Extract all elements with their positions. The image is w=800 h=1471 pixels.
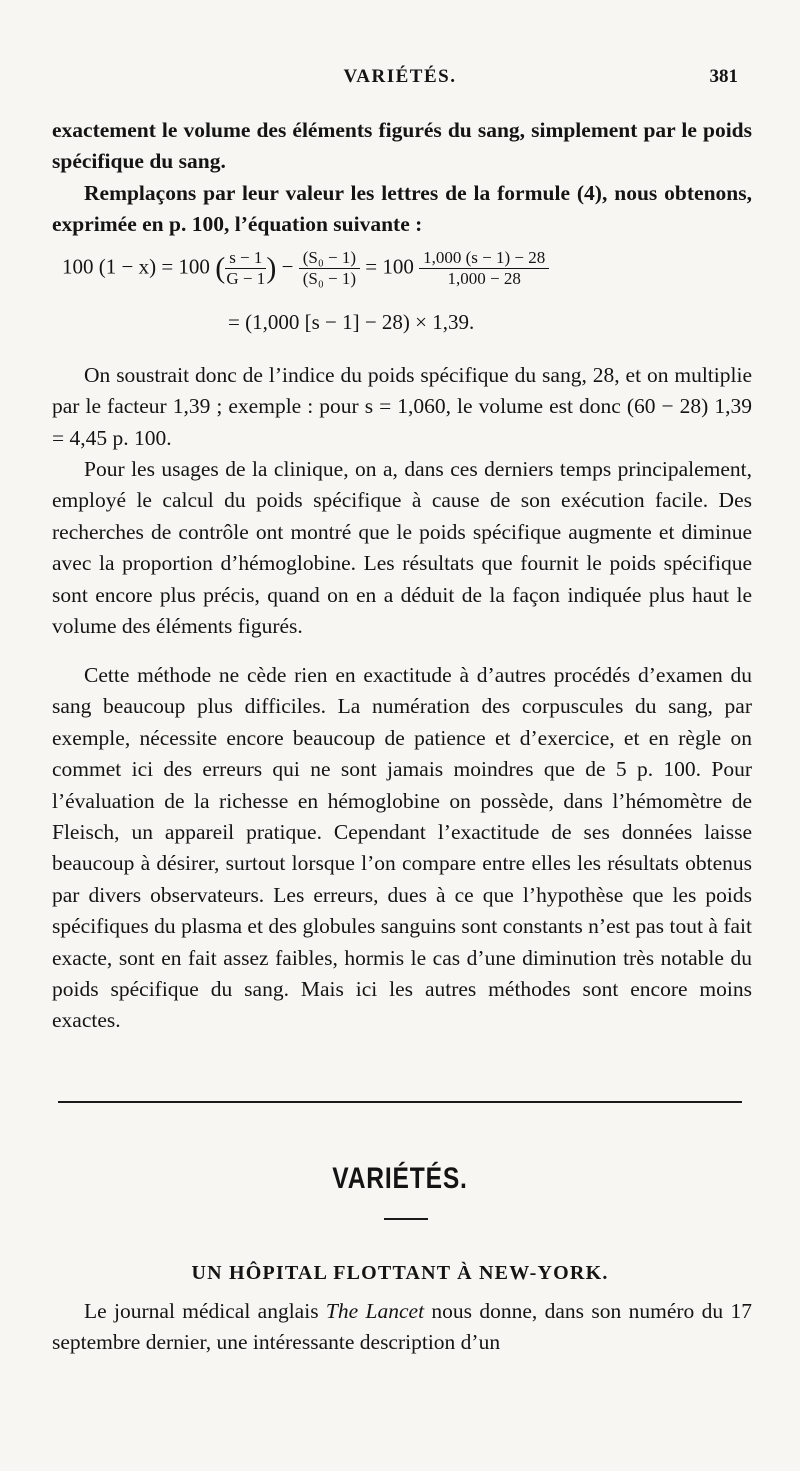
equation-lhs: 100 (1 − x) = 100	[62, 254, 210, 279]
paragraph-4: Pour les usages de la clinique, on a, dans ces derniers temps principalement, employé le calcul du poids spécifique à cause de son exécution facile. Des recherches de contrôle ont montré que le poids spécifique augmente et diminue avec la proportion d’hémoglobine. Les résultats que fournit le poids spécifique sont encore plus précis, quand on en a déduit de la façon indiquée plus haut le volume des éléments figurés.	[52, 457, 752, 639]
paragraph-1: exactement le volume des éléments figurés du sang, simplement par le poids spécifique du sang.	[52, 118, 752, 174]
section-divider	[58, 1101, 742, 1103]
fraction-1: $\frac{s - 1}{G - 1}$	[226, 248, 266, 288]
equation-line-2: = (1,000 [s − 1] − 28) × 1,39.	[228, 310, 475, 334]
article-title: UN HÔPITAL FLOTTANT À NEW-YORK.	[191, 1262, 609, 1284]
paragraph-3: On soustrait donc de l’indice du poids spécifique du sang, 28, et on multiplie par le facteur 1,39 ; exemple : pour s = 1,060, le volume est donc (60 − 28) 1,39 = 4,45 p. 100.	[52, 363, 752, 450]
running-header	[50, 66, 750, 100]
title-rule	[384, 1218, 428, 1220]
journal-name: The Lancet	[325, 1299, 425, 1323]
equation-equals-100: = 100	[365, 254, 414, 279]
paragraph-6: Le journal médical anglais The Lancet nous donne, dans son numéro du 17 septembre dernier, une intéressante description d’un	[52, 1299, 752, 1355]
equation-minus: −	[281, 254, 294, 279]
fraction-3: $\frac{1,000 (s - 1) - 28}{1,000 - 28}$	[419, 248, 549, 289]
paragraph-2: Remplaçons par leur valeur les lettres de la formule (4), nous obtenons, exprimée en p. 100, l’équation suivante :	[52, 181, 752, 237]
paragraph-5: Cette méthode ne cède rien en exactitude à d’autres procédés d’examen du sang beaucoup plus difficiles. La numération des corpuscules du sang, par exemple, nécessite encore beaucoup de patience et d’exercice, et en règle on commet ici des erreurs qui ne sont jamais moindres que de 5 p. 100. Pour l’évaluation de la richesse en hémoglobine on possède, dans l’hémomètre de Fleisch, un appareil pratique. Cependant l’exactitude de ses données laisse beaucoup à désirer, surtout lorsque l’on compare entre elles les résultats obtenus par divers observateurs. Les erreurs, dues à ce que l’hypothèse que les poids spécifiques du plasma et des globules sanguins sont constants n’est pas tout à fait exacte, sont en fait assez faibles, hormis le cas d’une diminution très notable du poids spécifique du sang. Mais ici les autres méthodes sont encore moins exactes.	[52, 663, 752, 1033]
header-title: VARIÉTÉS.	[343, 66, 457, 87]
section-title: VARIÉTÉS.	[332, 1162, 468, 1195]
equation-line-1: 100 (1 − x) = 100 ( $\frac{s - 1}{G - 1}$ ) − $\frac{\text{(S₀ − 1)}}{\text{(S₀ − 1)}}$ = 100 $\frac{1,000 (s - 1) - 28}{1,000 - 28}$	[62, 248, 549, 289]
fraction-2: $\frac{\text{(S₀ − 1)}}{\text{(S₀ − 1)}}$	[299, 248, 360, 289]
page-number: 381	[709, 66, 738, 87]
